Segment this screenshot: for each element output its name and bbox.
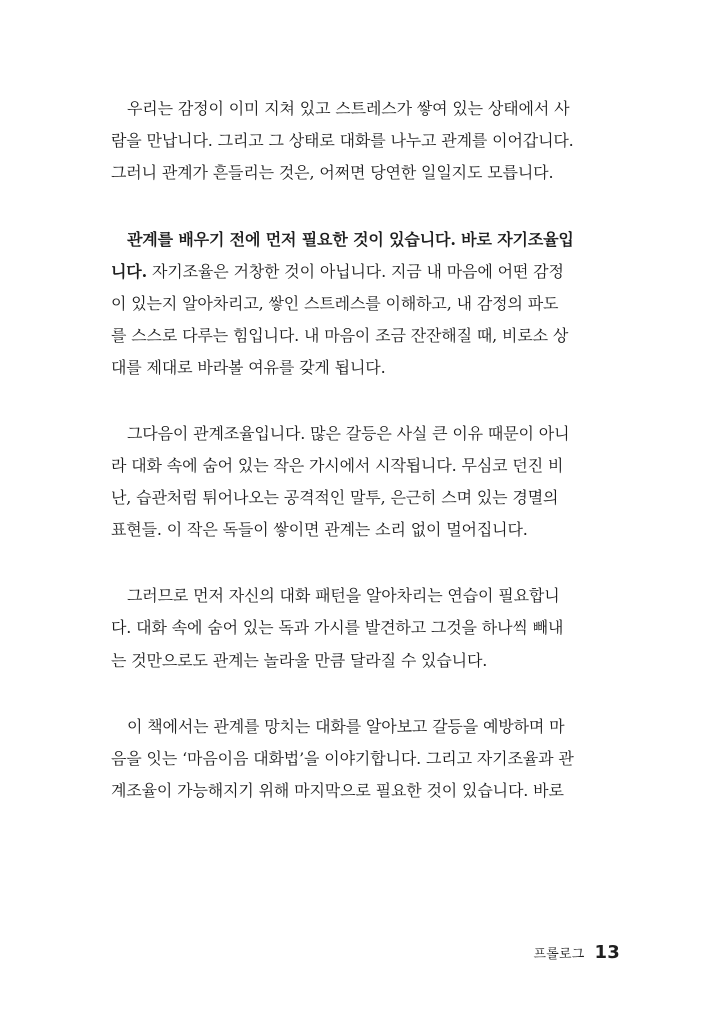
paragraph-2 — [111, 224, 618, 385]
paragraph-5 — [111, 711, 618, 808]
paragraph-line: 이 있는지 알아차리고, 쌓인 스트레스를 이해하고, 내 감정의 파도 — [111, 293, 559, 313]
section-title: 프롤로그 — [533, 947, 585, 962]
paragraph-line: 그러니 관계가 흔들리는 것은, 어쩌면 당연한 일일지도 모릅니다. — [111, 163, 554, 183]
paragraph-3 — [111, 418, 618, 547]
paragraph-line: 음을 잇는 ‘마음이음 대화법’을 이야기합니다. 그리고 자기조율과 관 — [111, 749, 574, 768]
paragraph-line: 대를 제대로 바라볼 여유를 갖게 됩니다. — [111, 358, 386, 378]
emphasis-fragment: 니다. — [111, 261, 148, 281]
paragraph-line: 그러므로 먼저 자신의 대화 패턴을 알아차리는 연습이 필요합니 — [127, 586, 560, 606]
paragraph-line: 계조율이 가능해지기 위해 마지막으로 필요한 것이 있습니다. 바로 — [111, 781, 564, 801]
paragraph-line: 표현들. 이 작은 독들이 쌓이면 관계는 소리 없이 멀어집니다. — [111, 520, 528, 540]
paragraph-line: 이 책에서는 관계를 망치는 대화를 알아보고 갈등을 예방하며 마 — [127, 716, 565, 736]
paragraph-1 — [111, 93, 618, 190]
paragraph-line: 람을 만납니다. 그리고 그 상태로 대화를 나누고 관계를 이어갑니다. — [111, 131, 574, 151]
body-text — [111, 93, 618, 841]
paragraph-line: 그다음이 관계조율입니다. 많은 갈등은 사실 큰 이유 때문이 아니 — [127, 423, 570, 443]
paragraph-fragment: 자기조율은 거창한 것이 아닙니다. 지금 내 마음에 어떤 감정 — [147, 261, 564, 281]
paragraph-line: 는 것만으로도 관계는 놀라울 만큼 달라질 수 있습니다. — [111, 650, 488, 670]
mixed-emphasis-line — [111, 256, 618, 288]
page-number: 13 — [594, 942, 620, 963]
emphasis-line: 관계를 배우기 전에 먼저 필요한 것이 있습니다. 바로 자기조율입 — [127, 229, 574, 249]
page-footer — [534, 942, 621, 963]
paragraph-line: 우리는 감정이 이미 지쳐 있고 스트레스가 쌓여 있는 상태에서 사 — [127, 99, 570, 118]
paragraph-line: 를 스스로 다루는 힘입니다. 내 마음이 조금 잔잔해질 때, 비로소 상 — [111, 326, 569, 346]
paragraph-line: 라 대화 속에 숨어 있는 작은 가시에서 시작됩니다. 무심코 던진 비 — [111, 455, 564, 475]
paragraph-line: 난, 습관처럼 튀어나오는 공격적인 말투, 은근히 스며 있는 경멸의 — [111, 487, 559, 507]
paragraph-4 — [111, 580, 618, 677]
paragraph-line: 다. 대화 속에 숨어 있는 독과 가시를 발견하고 그것을 하나씩 빼내 — [111, 618, 564, 638]
